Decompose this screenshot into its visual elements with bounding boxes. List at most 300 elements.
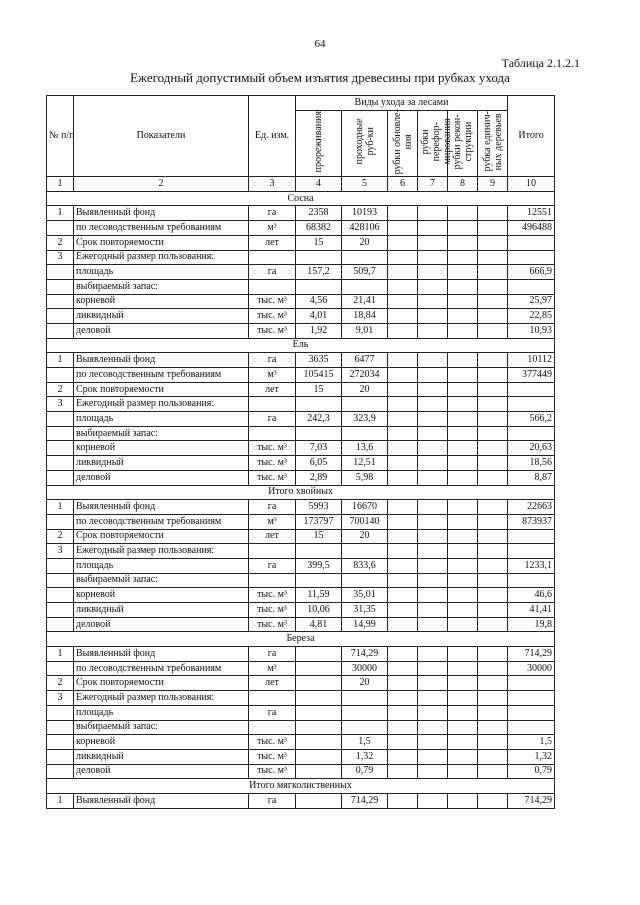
table-row	[47, 720, 555, 735]
cell-indicator: деловой	[74, 470, 249, 485]
cell-reconstruction-cutting	[448, 323, 478, 338]
cell-thinning	[296, 764, 342, 779]
table-row	[47, 221, 555, 236]
cell-single-tree-cutting	[478, 793, 508, 808]
cell-unit	[249, 720, 296, 735]
cell-single-tree-cutting	[478, 221, 508, 236]
cell-passage-cutting	[342, 691, 388, 706]
table-row	[47, 588, 555, 603]
cell-passage-cutting: 428106	[342, 221, 388, 236]
cell-passage-cutting: 1,32	[342, 749, 388, 764]
harvest-table	[46, 95, 555, 809]
cell-reconstruction-cutting	[448, 235, 478, 250]
cell-row-num	[47, 617, 74, 632]
cell-unit	[249, 250, 296, 265]
cell-thinning: 3635	[296, 353, 342, 368]
table-row	[47, 294, 555, 309]
cell-reformation-cutting	[418, 250, 448, 265]
cell-unit: га	[249, 206, 296, 221]
cell-unit: га	[249, 412, 296, 427]
cell-reconstruction-cutting	[448, 426, 478, 441]
cell-total: 496488	[508, 221, 555, 236]
cell-unit: м³	[249, 368, 296, 383]
section-row	[47, 191, 555, 206]
cell-thinning: 15	[296, 529, 342, 544]
cell-renewal-cutting	[388, 397, 418, 412]
cell-unit: тыс. м³	[249, 309, 296, 324]
cell-reconstruction-cutting	[448, 279, 478, 294]
cell-passage-cutting	[342, 426, 388, 441]
cell-thinning: 68382	[296, 221, 342, 236]
cell-row-num: 3	[47, 250, 74, 265]
cell-single-tree-cutting	[478, 529, 508, 544]
cell-total	[508, 382, 555, 397]
cell-unit: тыс. м³	[249, 735, 296, 750]
cell-unit: тыс. м³	[249, 588, 296, 603]
cell-unit: га	[249, 500, 296, 515]
cell-single-tree-cutting	[478, 705, 508, 720]
cell-single-tree-cutting	[478, 397, 508, 412]
header-row-group	[47, 96, 555, 111]
cell-row-num: 1	[47, 206, 74, 221]
cell-single-tree-cutting	[478, 676, 508, 691]
header-type-cell	[478, 110, 508, 176]
section-row	[47, 779, 555, 794]
cell-indicator: ликвидный	[74, 603, 249, 618]
cell-indicator: корневой	[74, 441, 249, 456]
cell-unit	[249, 279, 296, 294]
table-row	[47, 514, 555, 529]
cell-passage-cutting: 21,41	[342, 294, 388, 309]
cell-renewal-cutting	[388, 720, 418, 735]
cell-renewal-cutting	[388, 456, 418, 471]
table-row	[47, 279, 555, 294]
cell-thinning: 11,59	[296, 588, 342, 603]
cell-unit	[249, 573, 296, 588]
cell-indicator: Срок повторяемости	[74, 529, 249, 544]
header-type-cell	[418, 110, 453, 176]
cell-passage-cutting	[342, 279, 388, 294]
cell-indicator: корневой	[74, 294, 249, 309]
cell-indicator: Срок повторяемости	[74, 235, 249, 250]
cell-thinning: 10,06	[296, 603, 342, 618]
cell-single-tree-cutting	[478, 323, 508, 338]
table-row	[47, 544, 555, 559]
cell-thinning	[296, 661, 342, 676]
table-row	[47, 500, 555, 515]
cell-passage-cutting: 6477	[342, 353, 388, 368]
cell-reconstruction-cutting	[448, 676, 478, 691]
cell-single-tree-cutting	[478, 735, 508, 750]
cell-renewal-cutting	[388, 735, 418, 750]
cell-reformation-cutting	[418, 221, 448, 236]
cell-renewal-cutting	[388, 412, 418, 427]
cell-passage-cutting	[342, 573, 388, 588]
cell-reformation-cutting	[418, 368, 448, 383]
cell-reformation-cutting	[418, 661, 448, 676]
cell-single-tree-cutting	[478, 441, 508, 456]
cell-single-tree-cutting	[478, 456, 508, 471]
header-num: № п/п	[47, 96, 74, 177]
cell-thinning: 242,3	[296, 412, 342, 427]
cell-thinning: 15	[296, 235, 342, 250]
cell-reconstruction-cutting	[448, 793, 478, 808]
cell-indicator: площадь	[74, 705, 249, 720]
cell-row-num	[47, 749, 74, 764]
column-number: 3	[249, 177, 296, 192]
cell-reformation-cutting	[418, 397, 448, 412]
cell-reformation-cutting	[418, 691, 448, 706]
table-row	[47, 353, 555, 368]
cell-reformation-cutting	[418, 764, 448, 779]
cell-reformation-cutting	[418, 382, 448, 397]
cell-indicator: по лесоводственным требованиям	[74, 221, 249, 236]
cell-row-num: 2	[47, 676, 74, 691]
cell-reformation-cutting	[418, 588, 448, 603]
cell-renewal-cutting	[388, 382, 418, 397]
cell-reformation-cutting	[418, 206, 448, 221]
cell-thinning	[296, 735, 342, 750]
cell-thinning	[296, 720, 342, 735]
cell-total: 41,41	[508, 603, 555, 618]
section-title: Итого хвойных	[47, 485, 555, 500]
cell-passage-cutting	[342, 250, 388, 265]
cell-total: 377449	[508, 368, 555, 383]
cell-reconstruction-cutting	[448, 735, 478, 750]
cell-total: 10,93	[508, 323, 555, 338]
cell-passage-cutting: 700140	[342, 514, 388, 529]
cell-total: 22663	[508, 500, 555, 515]
cell-reformation-cutting	[418, 603, 448, 618]
cell-thinning: 2,89	[296, 470, 342, 485]
cell-reformation-cutting	[418, 514, 448, 529]
cell-renewal-cutting	[388, 529, 418, 544]
cell-total: 666,9	[508, 265, 555, 280]
cell-row-num	[47, 588, 74, 603]
table-row	[47, 749, 555, 764]
cell-row-num	[47, 705, 74, 720]
cell-passage-cutting: 20	[342, 529, 388, 544]
cell-unit: га	[249, 265, 296, 280]
cell-renewal-cutting	[388, 235, 418, 250]
cell-passage-cutting: 12,51	[342, 456, 388, 471]
cell-reconstruction-cutting	[448, 250, 478, 265]
table-row	[47, 235, 555, 250]
table-row	[47, 382, 555, 397]
cell-unit: м³	[249, 661, 296, 676]
cell-renewal-cutting	[388, 764, 418, 779]
cell-renewal-cutting	[388, 500, 418, 515]
cell-row-num	[47, 603, 74, 618]
cell-reconstruction-cutting	[448, 588, 478, 603]
cell-reconstruction-cutting	[448, 265, 478, 280]
cell-total: 20,63	[508, 441, 555, 456]
cell-thinning	[296, 749, 342, 764]
column-number: 10	[508, 177, 555, 192]
cell-renewal-cutting	[388, 573, 418, 588]
cell-reformation-cutting	[418, 617, 448, 632]
cell-reformation-cutting	[418, 441, 448, 456]
cell-total: 714,29	[508, 793, 555, 808]
cell-thinning: 2358	[296, 206, 342, 221]
cell-total: 18,56	[508, 456, 555, 471]
cell-total: 0,79	[508, 764, 555, 779]
cell-passage-cutting: 272034	[342, 368, 388, 383]
cell-reformation-cutting	[418, 735, 448, 750]
cell-thinning: 6,05	[296, 456, 342, 471]
cell-indicator: Выявленный фонд	[74, 793, 249, 808]
cell-total: 8,87	[508, 470, 555, 485]
cell-indicator: Ежегодный размер пользования:	[74, 544, 249, 559]
cell-row-num: 2	[47, 235, 74, 250]
cell-passage-cutting: 31,35	[342, 603, 388, 618]
cell-indicator: деловой	[74, 617, 249, 632]
cell-total	[508, 544, 555, 559]
table-row	[47, 705, 555, 720]
cell-thinning	[296, 691, 342, 706]
column-number: 8	[448, 177, 478, 192]
cell-total: 46,6	[508, 588, 555, 603]
cell-renewal-cutting	[388, 617, 418, 632]
header-type-cell	[342, 110, 388, 176]
cell-indicator: ликвидный	[74, 749, 249, 764]
cell-unit	[249, 426, 296, 441]
cell-reformation-cutting	[418, 500, 448, 515]
table-row	[47, 456, 555, 471]
table-row	[47, 397, 555, 412]
cell-renewal-cutting	[388, 588, 418, 603]
cell-reformation-cutting	[418, 720, 448, 735]
cell-passage-cutting	[342, 544, 388, 559]
cell-renewal-cutting	[388, 793, 418, 808]
column-number: 4	[296, 177, 342, 192]
cell-single-tree-cutting	[478, 426, 508, 441]
cell-renewal-cutting	[388, 265, 418, 280]
cell-thinning	[296, 676, 342, 691]
cell-single-tree-cutting	[478, 250, 508, 265]
section-title: Итого мягколиственных	[47, 779, 555, 794]
cell-total: 10112	[508, 353, 555, 368]
cell-reconstruction-cutting	[448, 764, 478, 779]
cell-renewal-cutting	[388, 309, 418, 324]
cell-total: 873937	[508, 514, 555, 529]
cell-single-tree-cutting	[478, 368, 508, 383]
cell-indicator: площадь	[74, 265, 249, 280]
table-row	[47, 617, 555, 632]
table-row	[47, 309, 555, 324]
header-type-cell	[296, 110, 342, 176]
cell-indicator: корневой	[74, 735, 249, 750]
table-row	[47, 573, 555, 588]
cell-indicator: ликвидный	[74, 309, 249, 324]
cell-thinning: 173797	[296, 514, 342, 529]
cell-total	[508, 279, 555, 294]
cell-thinning	[296, 426, 342, 441]
table-row	[47, 368, 555, 383]
cell-single-tree-cutting	[478, 720, 508, 735]
cell-renewal-cutting	[388, 470, 418, 485]
table-row	[47, 412, 555, 427]
cell-reconstruction-cutting	[448, 749, 478, 764]
cell-total	[508, 426, 555, 441]
table-body	[47, 191, 555, 808]
cell-reconstruction-cutting	[448, 309, 478, 324]
cell-indicator: выбираемый запас:	[74, 573, 249, 588]
section-title: Ель	[47, 338, 555, 353]
cell-reconstruction-cutting	[448, 720, 478, 735]
cell-single-tree-cutting	[478, 603, 508, 618]
cell-indicator: площадь	[74, 412, 249, 427]
cell-reconstruction-cutting	[448, 661, 478, 676]
cell-indicator: Выявленный фонд	[74, 206, 249, 221]
cell-reconstruction-cutting	[448, 294, 478, 309]
column-number-row	[47, 177, 555, 192]
table-number: Таблица 2.1.2.1	[501, 56, 580, 70]
cell-single-tree-cutting	[478, 265, 508, 280]
cell-unit: га	[249, 353, 296, 368]
table-row	[47, 603, 555, 618]
cell-total	[508, 529, 555, 544]
cell-single-tree-cutting	[478, 661, 508, 676]
cell-reconstruction-cutting	[448, 705, 478, 720]
cell-unit: тыс. м³	[249, 749, 296, 764]
cell-reconstruction-cutting	[448, 353, 478, 368]
header-type-label: рубки рекон-струкции	[451, 113, 474, 169]
cell-indicator: по лесоводственным требованиям	[74, 661, 249, 676]
cell-indicator: Ежегодный размер пользования:	[74, 397, 249, 412]
cell-passage-cutting: 323,9	[342, 412, 388, 427]
header-indicator: Показатели	[74, 96, 249, 177]
cell-passage-cutting: 20	[342, 235, 388, 250]
cell-reconstruction-cutting	[448, 470, 478, 485]
cell-row-num: 1	[47, 647, 74, 662]
cell-reformation-cutting	[418, 544, 448, 559]
cell-row-num	[47, 426, 74, 441]
cell-indicator: Выявленный фонд	[74, 647, 249, 662]
table-row	[47, 647, 555, 662]
cell-thinning: 1,92	[296, 323, 342, 338]
cell-unit: га	[249, 705, 296, 720]
cell-row-num	[47, 323, 74, 338]
cell-reformation-cutting	[418, 573, 448, 588]
cell-thinning: 4,01	[296, 309, 342, 324]
cell-thinning	[296, 573, 342, 588]
cell-passage-cutting: 18,84	[342, 309, 388, 324]
cell-total: 25,97	[508, 294, 555, 309]
cell-reformation-cutting	[418, 470, 448, 485]
cell-reconstruction-cutting	[448, 617, 478, 632]
cell-unit: лет	[249, 529, 296, 544]
cell-unit: га	[249, 793, 296, 808]
header-total: Итого	[508, 96, 555, 177]
cell-reconstruction-cutting	[448, 412, 478, 427]
cell-reconstruction-cutting	[448, 368, 478, 383]
table-row	[47, 735, 555, 750]
cell-single-tree-cutting	[478, 617, 508, 632]
cell-row-num	[47, 456, 74, 471]
cell-passage-cutting: 714,29	[342, 647, 388, 662]
cell-passage-cutting: 20	[342, 676, 388, 691]
cell-row-num	[47, 309, 74, 324]
cell-reconstruction-cutting	[448, 221, 478, 236]
cell-reconstruction-cutting	[448, 382, 478, 397]
cell-row-num	[47, 294, 74, 309]
cell-reformation-cutting	[418, 294, 448, 309]
cell-thinning	[296, 705, 342, 720]
cell-renewal-cutting	[388, 676, 418, 691]
cell-row-num	[47, 265, 74, 280]
cell-row-num	[47, 368, 74, 383]
cell-thinning: 4,56	[296, 294, 342, 309]
cell-total: 30000	[508, 661, 555, 676]
column-number: 6	[388, 177, 418, 192]
cell-renewal-cutting	[388, 705, 418, 720]
cell-reformation-cutting	[418, 235, 448, 250]
cell-total: 12551	[508, 206, 555, 221]
header-type-label: проходные руб-ки	[353, 118, 376, 165]
cell-reformation-cutting	[418, 353, 448, 368]
cell-row-num: 2	[47, 529, 74, 544]
cell-indicator: корневой	[74, 588, 249, 603]
cell-passage-cutting: 35,01	[342, 588, 388, 603]
cell-reformation-cutting	[418, 793, 448, 808]
cell-passage-cutting: 5,98	[342, 470, 388, 485]
section-title: Сосна	[47, 191, 555, 206]
cell-renewal-cutting	[388, 250, 418, 265]
table-row	[47, 793, 555, 808]
cell-thinning: 4,81	[296, 617, 342, 632]
cell-reconstruction-cutting	[448, 529, 478, 544]
page-number: 64	[314, 38, 326, 50]
cell-renewal-cutting	[388, 691, 418, 706]
cell-row-num	[47, 735, 74, 750]
cell-total	[508, 235, 555, 250]
header-type-cell	[448, 110, 478, 176]
cell-thinning	[296, 544, 342, 559]
section-title: Береза	[47, 632, 555, 647]
cell-passage-cutting: 10193	[342, 206, 388, 221]
cell-total	[508, 720, 555, 735]
cell-thinning: 15	[296, 382, 342, 397]
header-type-label: прореживания	[313, 110, 324, 173]
cell-total: 1,32	[508, 749, 555, 764]
cell-total	[508, 676, 555, 691]
table-row	[47, 206, 555, 221]
cell-row-num	[47, 279, 74, 294]
cell-indicator: выбираемый запас:	[74, 279, 249, 294]
cell-renewal-cutting	[388, 221, 418, 236]
cell-row-num: 3	[47, 691, 74, 706]
cell-reformation-cutting	[418, 676, 448, 691]
cell-unit: тыс. м³	[249, 764, 296, 779]
cell-indicator: Ежегодный размер пользования:	[74, 250, 249, 265]
cell-single-tree-cutting	[478, 470, 508, 485]
cell-row-num: 2	[47, 382, 74, 397]
cell-row-num: 1	[47, 500, 74, 515]
cell-reconstruction-cutting	[448, 691, 478, 706]
table-row	[47, 661, 555, 676]
cell-passage-cutting: 30000	[342, 661, 388, 676]
cell-reconstruction-cutting	[448, 514, 478, 529]
cell-total	[508, 573, 555, 588]
cell-row-num: 3	[47, 544, 74, 559]
cell-passage-cutting: 20	[342, 382, 388, 397]
cell-renewal-cutting	[388, 647, 418, 662]
cell-unit: лет	[249, 382, 296, 397]
cell-single-tree-cutting	[478, 294, 508, 309]
table-row	[47, 470, 555, 485]
cell-reconstruction-cutting	[448, 206, 478, 221]
